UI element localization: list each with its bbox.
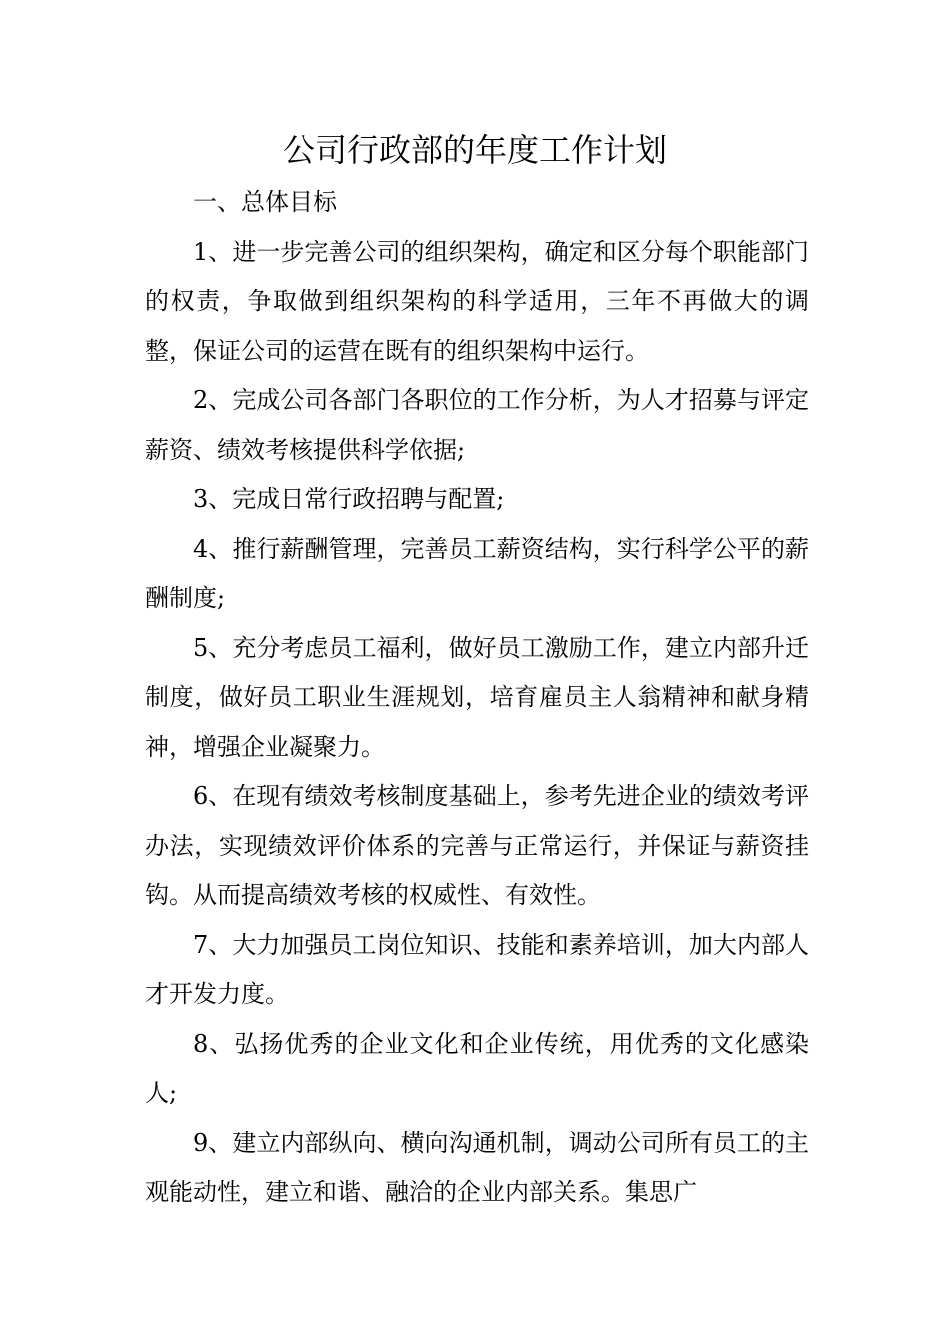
document-title: 公司行政部的年度工作计划 — [282, 131, 667, 169]
paragraph-item-3: 3、完成日常行政招聘与配置; — [193, 485, 505, 513]
section-heading: 一、总体目标 — [193, 188, 337, 216]
document-body — [145, 178, 809, 1218]
paragraph-item-6: 6、在现有绩效考核制度基础上，参考先进企业的绩效考评办法，实现绩效评价体系的完善与正常运行，并保证与薪资挂钩。从而提高绩效考核的权威性、有效性。 — [145, 782, 809, 909]
paragraph-item-8: 8、弘扬优秀的企业文化和企业传统，用优秀的文化感染人; — [145, 1029, 809, 1107]
paragraph-item-4: 4、推行薪酬管理，完善员工薪资结构，实行科学公平的薪酬制度; — [145, 534, 809, 612]
paragraph-item-9: 9、建立内部纵向、横向沟通机制，调动公司所有员工的主观能动性，建立和谐、融洽的企业内部关系。集思广 — [145, 1128, 809, 1206]
paragraph-item-5: 5、充分考虑员工福利，做好员工激励工作，建立内部升迁制度，做好员工职业生涯规划，培育雇员主人翁精神和献身精神，增强企业凝聚力。 — [145, 633, 809, 761]
paragraph-item-1: 1、进一步完善公司的组织架构，确定和区分每个职能部门的权责，争取做到组织架构的科学适用，三年不再做大的调整，保证公司的运营在既有的组织架构中运行。 — [145, 237, 809, 365]
paragraph-item-7: 7、大力加强员工岗位知识、技能和素养培训，加大内部人才开发力度。 — [145, 930, 809, 1008]
paragraph-item-2: 2、完成公司各部门各职位的工作分析，为人才招募与评定薪资、绩效考核提供科学依据; — [145, 386, 809, 464]
